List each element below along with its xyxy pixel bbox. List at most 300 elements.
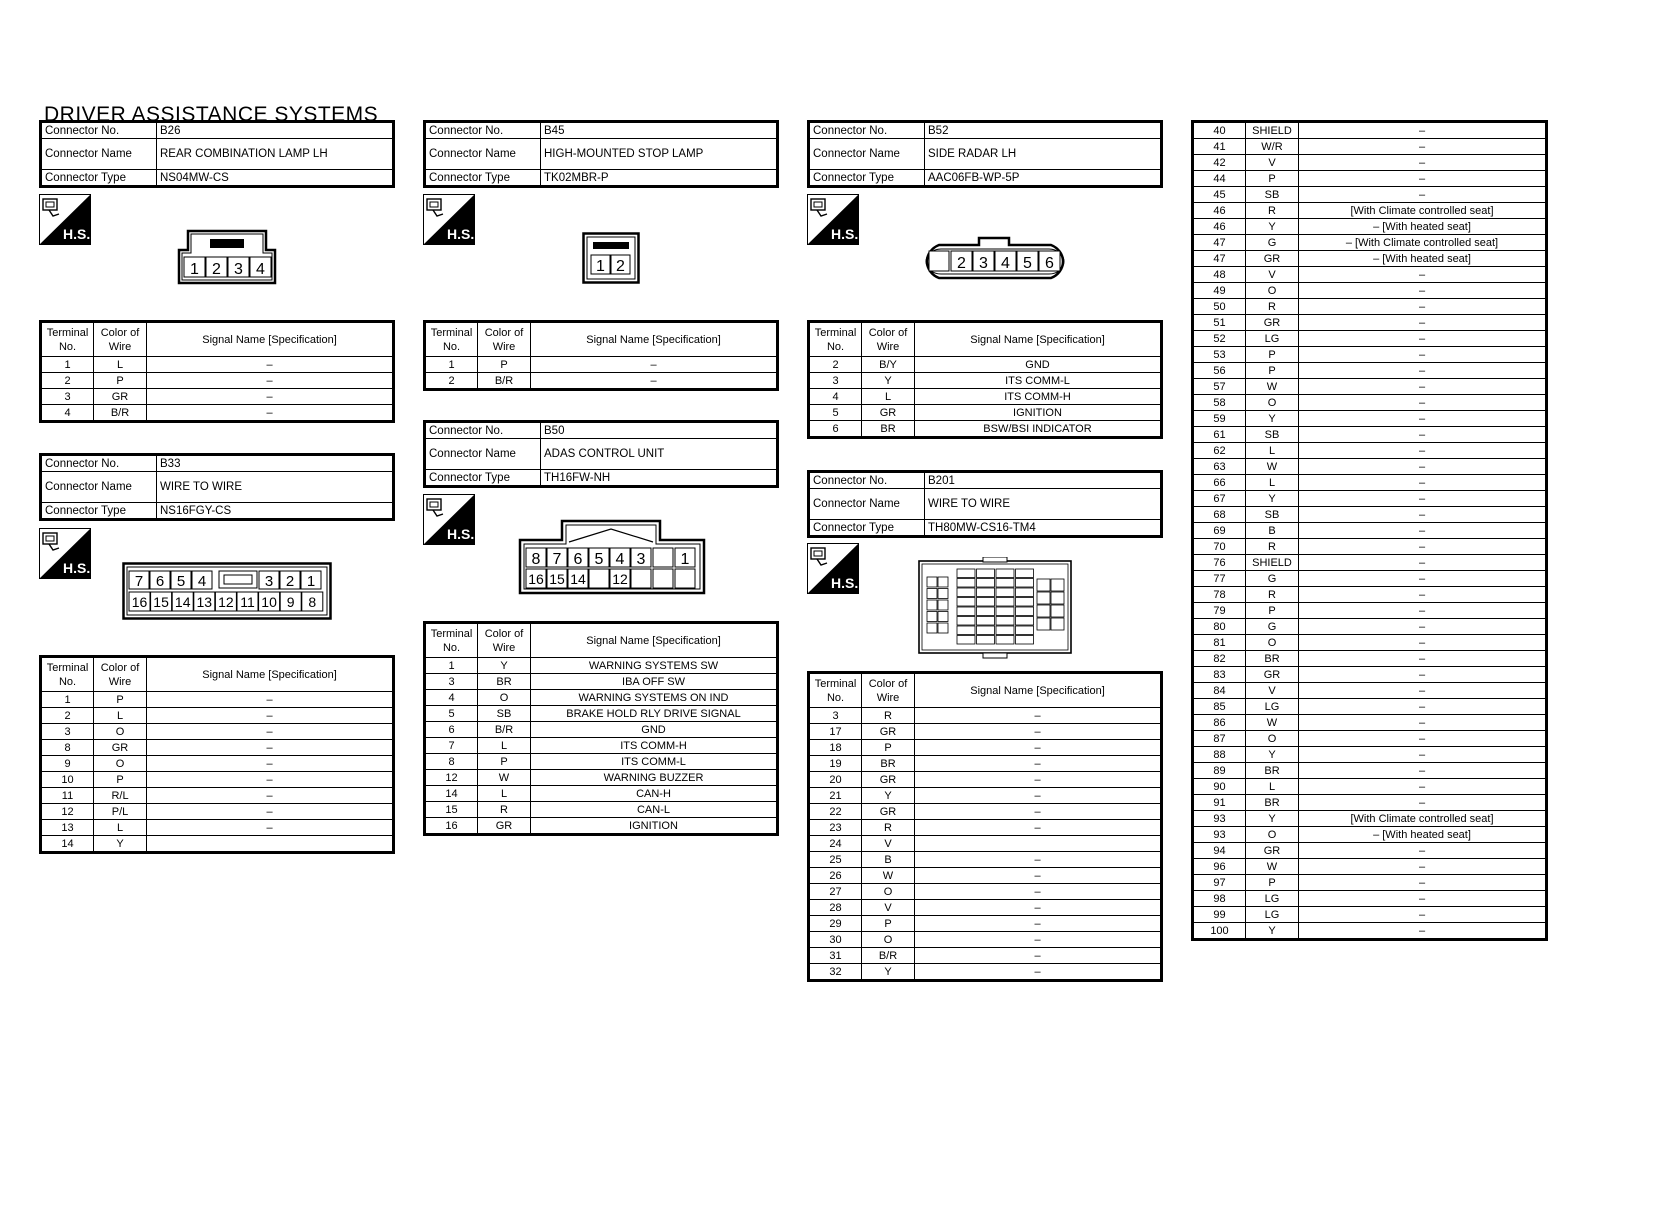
terminal-no-cell: 16 bbox=[425, 818, 478, 835]
pin-number: 1 bbox=[596, 258, 605, 275]
signal-name-cell: – bbox=[1299, 523, 1547, 539]
signal-name-cell: – bbox=[1299, 299, 1547, 315]
terminal-no-cell: 76 bbox=[1193, 555, 1246, 571]
terminal-no-cell: 93 bbox=[1193, 827, 1246, 843]
wire-color-cell: BR bbox=[862, 421, 915, 438]
connector-name-value: WIRE TO WIRE bbox=[157, 472, 394, 503]
wire-color-cell: P/L bbox=[94, 804, 147, 820]
table-row bbox=[425, 373, 778, 390]
connector-info-table bbox=[807, 120, 1163, 188]
pin-number: 4 bbox=[1001, 255, 1010, 272]
wire-color-cell: R bbox=[1246, 203, 1299, 219]
wire-color-cell: R bbox=[862, 708, 915, 724]
table-row bbox=[1193, 203, 1547, 219]
table-row bbox=[809, 740, 1162, 756]
wire-color-cell: Y bbox=[1246, 923, 1299, 940]
wire-color-cell: BR bbox=[862, 756, 915, 772]
signal-name-cell: – bbox=[1299, 379, 1547, 395]
table-row bbox=[41, 820, 394, 836]
terminal-no-cell: 59 bbox=[1193, 411, 1246, 427]
color-of-wire-header: Color of Wire bbox=[94, 322, 147, 357]
terminal-no-cell: 87 bbox=[1193, 731, 1246, 747]
wire-color-cell: P bbox=[862, 740, 915, 756]
signal-name-cell: – bbox=[1299, 459, 1547, 475]
table-row bbox=[809, 964, 1162, 981]
table-row bbox=[1193, 122, 1547, 139]
wire-color-cell: B bbox=[1246, 523, 1299, 539]
wire-color-cell: GR bbox=[862, 405, 915, 421]
pin-number: 6 bbox=[1045, 255, 1054, 272]
connector-name-row bbox=[41, 472, 394, 503]
signal-name-cell: IGNITION bbox=[531, 818, 778, 835]
terminal-no-cell: 23 bbox=[809, 820, 862, 836]
connector-no-value: B33 bbox=[157, 455, 394, 472]
signal-name-cell: – bbox=[1299, 539, 1547, 555]
wire-color-cell: W bbox=[478, 770, 531, 786]
wire-color-cell: GR bbox=[862, 724, 915, 740]
connector-info-table bbox=[423, 120, 779, 188]
connector-name-value: ADAS CONTROL UNIT bbox=[541, 439, 778, 470]
terminal-no-cell: 21 bbox=[809, 788, 862, 804]
table-row bbox=[1193, 283, 1547, 299]
signal-name-cell: – bbox=[1299, 891, 1547, 907]
connector-no-value: B50 bbox=[541, 422, 778, 439]
terminal-no-cell: 32 bbox=[809, 964, 862, 981]
table-row bbox=[809, 820, 1162, 836]
terminal-no-cell: 10 bbox=[41, 772, 94, 788]
pin-number: 15 bbox=[549, 571, 565, 587]
pin-number: 12 bbox=[612, 571, 628, 587]
terminal-no-cell: 31 bbox=[809, 948, 862, 964]
wire-color-cell: SB bbox=[1246, 187, 1299, 203]
pin-number: 5 bbox=[1023, 255, 1032, 272]
signal-name-cell: – bbox=[1299, 923, 1547, 940]
connector-no-row bbox=[809, 472, 1162, 489]
terminal-no-cell: 26 bbox=[809, 868, 862, 884]
wire-color-cell: V bbox=[862, 836, 915, 852]
terminal-no-cell: 83 bbox=[1193, 667, 1246, 683]
pin-number: 9 bbox=[286, 594, 295, 610]
wire-color-cell: Y bbox=[1246, 747, 1299, 763]
terminal-no-cell: 81 bbox=[1193, 635, 1246, 651]
signal-name-cell: [With Climate controlled seat] bbox=[1299, 811, 1547, 827]
pin-number: 2 bbox=[285, 573, 295, 590]
table-row bbox=[1193, 507, 1547, 523]
color-of-wire-header: Color of Wire bbox=[478, 322, 531, 357]
table-header bbox=[41, 322, 394, 357]
table-row bbox=[1193, 299, 1547, 315]
wire-color-cell: B/R bbox=[862, 948, 915, 964]
signal-name-cell: – bbox=[1299, 699, 1547, 715]
pin-number: 10 bbox=[261, 594, 277, 610]
harness-side-icon bbox=[39, 194, 91, 245]
table-row bbox=[809, 804, 1162, 820]
terminal-no-cell: 7 bbox=[425, 738, 478, 754]
signal-name-cell: – bbox=[1299, 779, 1547, 795]
terminal-no-cell: 96 bbox=[1193, 859, 1246, 875]
signal-name-cell: CAN-H bbox=[531, 786, 778, 802]
wire-color-cell: G bbox=[1246, 235, 1299, 251]
pin-number: 3 bbox=[234, 261, 243, 278]
table-row bbox=[809, 916, 1162, 932]
pin-number: 7 bbox=[134, 573, 144, 590]
connector-no-label: Connector No. bbox=[41, 455, 157, 472]
terminal-no-cell: 8 bbox=[41, 740, 94, 756]
table-row bbox=[1193, 475, 1547, 491]
wire-color-cell: O bbox=[862, 884, 915, 900]
terminal-no-cell: 4 bbox=[425, 690, 478, 706]
signal-name-cell: – [With Climate controlled seat] bbox=[1299, 235, 1547, 251]
terminal-no-cell: 99 bbox=[1193, 907, 1246, 923]
table-row bbox=[41, 373, 394, 389]
harness-side-icon bbox=[807, 194, 859, 245]
table-row bbox=[809, 900, 1162, 916]
wire-color-cell: V bbox=[1246, 155, 1299, 171]
connector-type-row bbox=[809, 520, 1162, 537]
table-row bbox=[1193, 395, 1547, 411]
connector-type-value: AAC06FB-WP-5P bbox=[925, 170, 1162, 187]
pin-number: 11 bbox=[240, 594, 255, 610]
terminal-no-cell: 44 bbox=[1193, 171, 1246, 187]
signal-name-cell: – [With heated seat] bbox=[1299, 827, 1547, 843]
connector-type-label: Connector Type bbox=[425, 470, 541, 487]
wire-color-cell: L bbox=[1246, 779, 1299, 795]
terminal-no-cell: 1 bbox=[425, 658, 478, 674]
wire-color-cell: GR bbox=[94, 389, 147, 405]
table-row bbox=[1193, 347, 1547, 363]
connector-type-label: Connector Type bbox=[41, 503, 157, 520]
table-row bbox=[809, 389, 1162, 405]
table-row bbox=[809, 948, 1162, 964]
wire-color-cell: LG bbox=[1246, 699, 1299, 715]
wire-color-cell: SB bbox=[1246, 427, 1299, 443]
terminal-no-cell: 77 bbox=[1193, 571, 1246, 587]
terminal-no-header: Terminal No. bbox=[809, 322, 862, 357]
wire-color-cell: Y bbox=[862, 964, 915, 981]
signal-name-cell: – bbox=[1299, 763, 1547, 779]
connector-type-row bbox=[809, 170, 1162, 187]
table-row bbox=[41, 836, 394, 853]
connector-no-value: B201 bbox=[925, 472, 1162, 489]
connector-name-value: REAR COMBINATION LAMP LH bbox=[157, 139, 394, 170]
terminal-no-cell: 2 bbox=[809, 357, 862, 373]
signal-name-cell: – bbox=[1299, 555, 1547, 571]
connector-no-label: Connector No. bbox=[809, 122, 925, 139]
table-row bbox=[41, 772, 394, 788]
signal-name-cell: – bbox=[147, 804, 394, 820]
wire-color-cell: P bbox=[862, 916, 915, 932]
terminal-no-cell: 20 bbox=[809, 772, 862, 788]
wire-color-cell: P bbox=[1246, 363, 1299, 379]
terminal-table-b52 bbox=[807, 320, 1163, 439]
terminal-no-cell: 42 bbox=[1193, 155, 1246, 171]
terminal-no-cell: 45 bbox=[1193, 187, 1246, 203]
wire-color-cell: LG bbox=[1246, 907, 1299, 923]
table-row bbox=[1193, 139, 1547, 155]
table-header bbox=[809, 322, 1162, 357]
table-row bbox=[1193, 443, 1547, 459]
terminal-no-cell: 3 bbox=[809, 373, 862, 389]
signal-name-cell: – bbox=[1299, 875, 1547, 891]
signal-name-cell: – bbox=[915, 916, 1162, 932]
terminal-no-header: Terminal No. bbox=[809, 673, 862, 708]
terminal-no-cell: 25 bbox=[809, 852, 862, 868]
wire-color-cell: GR bbox=[862, 772, 915, 788]
connector-no-label: Connector No. bbox=[425, 122, 541, 139]
connector-no-label: Connector No. bbox=[425, 422, 541, 439]
table-row bbox=[425, 722, 778, 738]
table-row bbox=[1193, 811, 1547, 827]
signal-name-cell: – bbox=[147, 373, 394, 389]
connector-face-b33 bbox=[122, 562, 332, 620]
pin-number: 2 bbox=[957, 255, 966, 272]
wire-color-cell: O bbox=[862, 932, 915, 948]
connector-name-value: WIRE TO WIRE bbox=[925, 489, 1162, 520]
table-row bbox=[425, 818, 778, 835]
table-row bbox=[1193, 667, 1547, 683]
terminal-no-cell: 2 bbox=[41, 373, 94, 389]
signal-name-cell: – bbox=[1299, 363, 1547, 379]
signal-name-cell: – bbox=[915, 884, 1162, 900]
table-row bbox=[1193, 763, 1547, 779]
wire-color-cell: P bbox=[478, 357, 531, 373]
signal-name-cell: – bbox=[147, 724, 394, 740]
signal-name-cell: – bbox=[1299, 491, 1547, 507]
wire-color-cell: R bbox=[1246, 539, 1299, 555]
pin-number: 5 bbox=[594, 551, 604, 568]
pin-number: 16 bbox=[131, 594, 148, 610]
wire-color-cell: R bbox=[862, 820, 915, 836]
wire-color-cell: BR bbox=[478, 674, 531, 690]
signal-name-cell: – bbox=[1299, 603, 1547, 619]
wire-color-cell: Y bbox=[862, 373, 915, 389]
wire-color-cell: L bbox=[1246, 475, 1299, 491]
signal-name-cell: – bbox=[147, 389, 394, 405]
signal-name-cell: – [With heated seat] bbox=[1299, 219, 1547, 235]
connector-no-row bbox=[41, 122, 394, 139]
wire-color-cell: P bbox=[94, 373, 147, 389]
signal-name-cell: – bbox=[1299, 859, 1547, 875]
pin-number: 6 bbox=[155, 573, 165, 590]
terminal-no-cell: 5 bbox=[809, 405, 862, 421]
signal-name-cell: – bbox=[1299, 667, 1547, 683]
terminal-table-b201 bbox=[807, 671, 1163, 982]
connector-info-table bbox=[39, 453, 395, 521]
terminal-no-cell: 40 bbox=[1193, 122, 1246, 139]
terminal-no-cell: 49 bbox=[1193, 283, 1246, 299]
pin-number: 4 bbox=[256, 261, 265, 278]
terminal-no-cell: 24 bbox=[809, 836, 862, 852]
table-row bbox=[1193, 859, 1547, 875]
signal-name-header: Signal Name [Specification] bbox=[147, 322, 394, 357]
signal-name-cell: – bbox=[1299, 571, 1547, 587]
terminal-no-cell: 98 bbox=[1193, 891, 1246, 907]
table-row bbox=[1193, 267, 1547, 283]
pin-number: 3 bbox=[264, 573, 274, 590]
table-row bbox=[1193, 827, 1547, 843]
signal-name-cell: – bbox=[915, 772, 1162, 788]
table-header bbox=[425, 322, 778, 357]
signal-name-cell: – bbox=[1299, 395, 1547, 411]
signal-name-cell: – bbox=[1299, 843, 1547, 859]
signal-name-cell: – bbox=[1299, 331, 1547, 347]
wire-color-cell: Y bbox=[1246, 219, 1299, 235]
terminal-no-cell: 48 bbox=[1193, 267, 1246, 283]
terminal-no-cell: 68 bbox=[1193, 507, 1246, 523]
terminal-no-cell: 29 bbox=[809, 916, 862, 932]
connector-type-value: NS04MW-CS bbox=[157, 170, 394, 187]
terminal-no-cell: 41 bbox=[1193, 139, 1246, 155]
wire-color-cell: P bbox=[1246, 171, 1299, 187]
color-of-wire-header: Color of Wire bbox=[862, 322, 915, 357]
wire-color-cell: P bbox=[94, 692, 147, 708]
pin-number: 4 bbox=[615, 551, 625, 568]
wire-color-cell: O bbox=[1246, 827, 1299, 843]
terminal-no-cell: 93 bbox=[1193, 811, 1246, 827]
wire-color-cell: L bbox=[94, 820, 147, 836]
signal-name-cell: – bbox=[1299, 347, 1547, 363]
table-row bbox=[809, 932, 1162, 948]
connector-face-b50 bbox=[517, 518, 707, 596]
wire-color-cell: B/R bbox=[478, 722, 531, 738]
table-row bbox=[1193, 923, 1547, 940]
table-row bbox=[1193, 523, 1547, 539]
signal-name-cell: – bbox=[147, 772, 394, 788]
signal-name-cell: – bbox=[1299, 122, 1547, 139]
terminal-no-cell: 3 bbox=[425, 674, 478, 690]
pin-number: 8 bbox=[531, 551, 541, 568]
connector-name-row bbox=[809, 139, 1162, 170]
table-row bbox=[1193, 235, 1547, 251]
connector-name-row bbox=[41, 139, 394, 170]
connector-type-value: TK02MBR-P bbox=[541, 170, 778, 187]
terminal-no-cell: 66 bbox=[1193, 475, 1246, 491]
terminal-no-cell: 85 bbox=[1193, 699, 1246, 715]
table-row bbox=[1193, 651, 1547, 667]
wire-color-cell: GR bbox=[478, 818, 531, 835]
table-row bbox=[809, 772, 1162, 788]
wire-color-cell: P bbox=[478, 754, 531, 770]
wire-color-cell: GR bbox=[1246, 315, 1299, 331]
table-row bbox=[1193, 603, 1547, 619]
signal-name-header: Signal Name [Specification] bbox=[915, 322, 1162, 357]
table-row bbox=[1193, 555, 1547, 571]
connector-type-value: TH16FW-NH bbox=[541, 470, 778, 487]
terminal-no-cell: 3 bbox=[41, 389, 94, 405]
signal-name-cell: WARNING BUZZER bbox=[531, 770, 778, 786]
terminal-no-cell: 13 bbox=[41, 820, 94, 836]
terminal-no-cell: 82 bbox=[1193, 651, 1246, 667]
terminal-no-cell: 46 bbox=[1193, 203, 1246, 219]
signal-name-cell: – bbox=[1299, 443, 1547, 459]
terminal-no-cell: 57 bbox=[1193, 379, 1246, 395]
wire-color-cell: G bbox=[1246, 619, 1299, 635]
wire-color-cell: SB bbox=[478, 706, 531, 722]
terminal-no-cell: 11 bbox=[41, 788, 94, 804]
wire-color-cell: L bbox=[94, 708, 147, 724]
table-row bbox=[1193, 891, 1547, 907]
connector-type-row bbox=[425, 470, 778, 487]
signal-name-cell: – bbox=[531, 357, 778, 373]
signal-name-cell: ITS COMM-H bbox=[915, 389, 1162, 405]
wire-color-cell: P bbox=[1246, 603, 1299, 619]
table-row bbox=[425, 770, 778, 786]
terminal-table-b45 bbox=[423, 320, 779, 391]
connector-no-label: Connector No. bbox=[809, 472, 925, 489]
signal-name-cell: – bbox=[915, 948, 1162, 964]
wire-color-cell: W/R bbox=[1246, 139, 1299, 155]
table-row bbox=[425, 690, 778, 706]
terminal-no-cell: 18 bbox=[809, 740, 862, 756]
terminal-no-cell: 12 bbox=[425, 770, 478, 786]
signal-name-cell: – bbox=[1299, 283, 1547, 299]
connector-info-table bbox=[39, 120, 395, 188]
connector-no-value: B52 bbox=[925, 122, 1162, 139]
wire-color-cell: P bbox=[94, 772, 147, 788]
signal-name-cell: – bbox=[1299, 651, 1547, 667]
signal-name-cell bbox=[915, 836, 1162, 852]
pin-number: 13 bbox=[196, 594, 213, 610]
table-header bbox=[809, 673, 1162, 708]
table-row bbox=[1193, 699, 1547, 715]
pin-number: 4 bbox=[197, 573, 207, 590]
connector-type-label: Connector Type bbox=[809, 170, 925, 187]
wire-color-cell: P bbox=[1246, 347, 1299, 363]
table-row bbox=[1193, 779, 1547, 795]
wire-color-cell: SHIELD bbox=[1246, 555, 1299, 571]
wire-color-cell: Y bbox=[862, 788, 915, 804]
table-row bbox=[809, 852, 1162, 868]
signal-name-cell: BRAKE HOLD RLY DRIVE SIGNAL bbox=[531, 706, 778, 722]
signal-name-cell: – bbox=[1299, 411, 1547, 427]
table-row bbox=[425, 674, 778, 690]
table-row bbox=[1193, 587, 1547, 603]
wire-color-cell: GR bbox=[1246, 667, 1299, 683]
table-header bbox=[41, 657, 394, 692]
table-row bbox=[1193, 315, 1547, 331]
terminal-no-cell: 70 bbox=[1193, 539, 1246, 555]
signal-name-cell: – [With heated seat] bbox=[1299, 251, 1547, 267]
connector-name-label: Connector Name bbox=[809, 489, 925, 520]
table-row bbox=[1193, 427, 1547, 443]
wire-color-cell: L bbox=[1246, 443, 1299, 459]
wire-color-cell: R bbox=[1246, 299, 1299, 315]
terminal-no-cell: 89 bbox=[1193, 763, 1246, 779]
terminal-no-cell: 4 bbox=[809, 389, 862, 405]
table-row bbox=[1193, 491, 1547, 507]
signal-name-cell: [With Climate controlled seat] bbox=[1299, 203, 1547, 219]
connector-type-value: NS16FGY-CS bbox=[157, 503, 394, 520]
table-row bbox=[41, 788, 394, 804]
wire-color-cell: Y bbox=[94, 836, 147, 853]
pin-number: 8 bbox=[308, 594, 317, 610]
wire-color-cell: LG bbox=[1246, 891, 1299, 907]
wire-color-cell: W bbox=[1246, 379, 1299, 395]
signal-name-cell: WARNING SYSTEMS ON IND bbox=[531, 690, 778, 706]
wire-color-cell: BR bbox=[1246, 763, 1299, 779]
signal-name-cell: – bbox=[147, 740, 394, 756]
signal-name-cell: – bbox=[1299, 139, 1547, 155]
table-row bbox=[1193, 187, 1547, 203]
wire-color-cell: V bbox=[1246, 683, 1299, 699]
terminal-no-header: Terminal No. bbox=[41, 657, 94, 692]
signal-name-cell bbox=[147, 836, 394, 853]
signal-name-cell: – bbox=[531, 373, 778, 390]
signal-name-cell: – bbox=[1299, 619, 1547, 635]
terminal-no-cell: 78 bbox=[1193, 587, 1246, 603]
table-row bbox=[809, 357, 1162, 373]
wire-color-cell: L bbox=[862, 389, 915, 405]
